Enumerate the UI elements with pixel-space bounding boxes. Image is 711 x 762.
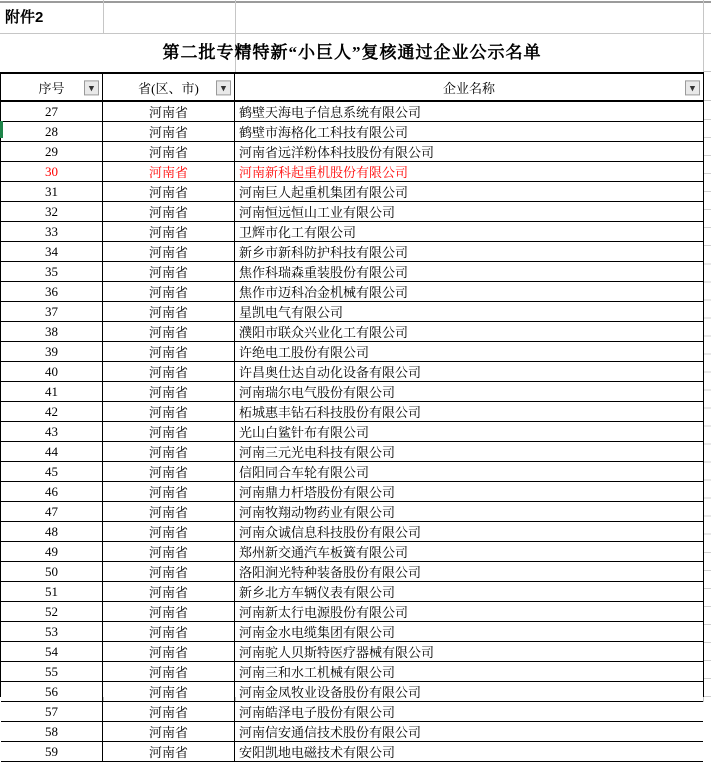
table-row [1, 422, 703, 442]
cell-province[interactable]: 河南省 [103, 322, 235, 341]
cell-province[interactable]: 河南省 [103, 202, 235, 221]
table-header-row [0, 72, 704, 102]
cell-province[interactable]: 河南省 [103, 622, 235, 641]
gridline-stub [703, 71, 711, 72]
cell-province[interactable]: 河南省 [103, 702, 235, 721]
cell-no[interactable]: 27 [1, 102, 103, 121]
cell-company[interactable]: 河南金水电缆集团有限公司 [239, 625, 396, 640]
table-row [1, 402, 703, 422]
cell-no[interactable]: 39 [1, 342, 103, 361]
table-row [1, 102, 703, 122]
cell-company[interactable]: 濮阳市联众兴业化工有限公司 [239, 325, 409, 340]
attachment-label-cell[interactable]: 附件2 [5, 9, 44, 26]
table-row [1, 342, 703, 362]
table-row [1, 522, 703, 542]
cell-no[interactable]: 52 [1, 602, 103, 621]
cell-province[interactable]: 河南省 [103, 142, 235, 161]
cell-no[interactable]: 59 [1, 742, 103, 761]
chevron-down-icon: ▼ [689, 83, 696, 92]
cell-no[interactable]: 56 [1, 682, 103, 701]
cell-company[interactable]: 河南新太行电源股份有限公司 [239, 605, 409, 620]
table-row [1, 682, 703, 702]
cell-province[interactable]: 河南省 [103, 282, 235, 301]
cell-province[interactable]: 河南省 [103, 722, 235, 741]
table-row [1, 202, 703, 222]
table-row [1, 262, 703, 282]
cell-no[interactable]: 42 [1, 402, 103, 421]
cell-province[interactable]: 河南省 [103, 222, 235, 241]
chevron-down-icon: ▼ [88, 83, 95, 92]
cell-no[interactable]: 53 [1, 622, 103, 641]
table-row [1, 502, 703, 522]
cell-province[interactable]: 河南省 [103, 302, 235, 321]
cell-company[interactable]: 河南皓泽电子股份有限公司 [239, 705, 396, 720]
cell-company[interactable]: 河南新科起重机股份有限公司 [239, 165, 409, 180]
cell-no[interactable]: 37 [1, 302, 103, 321]
cell-no[interactable]: 47 [1, 502, 103, 521]
header-cell-province[interactable] [103, 74, 235, 100]
table-row [1, 662, 703, 682]
cell-company[interactable]: 河南瑞尔电气股份有限公司 [239, 385, 396, 400]
header-label-province: 省(区、市) [138, 80, 199, 96]
cell-no[interactable]: 38 [1, 322, 103, 341]
cell-no[interactable]: 54 [1, 642, 103, 661]
cell-no[interactable]: 32 [1, 202, 103, 221]
cell-province[interactable]: 河南省 [103, 662, 235, 681]
cell-province[interactable]: 河南省 [103, 402, 235, 421]
table-row [1, 622, 703, 642]
table-row [1, 742, 703, 762]
cell-no[interactable]: 30 [1, 162, 103, 181]
table-row [1, 602, 703, 622]
header-label-no: 序号 [38, 80, 65, 96]
cell-province[interactable]: 河南省 [103, 462, 235, 481]
row-gridline-ticks [703, 102, 711, 697]
table-row [1, 722, 703, 742]
cell-province[interactable]: 河南省 [103, 422, 235, 441]
table-row [1, 242, 703, 262]
table-row [1, 642, 703, 662]
cell-province[interactable]: 河南省 [103, 122, 235, 141]
cell-company[interactable]: 河南信安通信技术股份有限公司 [239, 725, 422, 740]
cell-no[interactable]: 34 [1, 242, 103, 261]
cell-company[interactable]: 河南众诚信息科技股份有限公司 [239, 525, 422, 540]
table-row [1, 162, 703, 182]
sheet-title[interactable]: 第二批专精特新“小巨人”复核通过企业公示名单 [162, 43, 542, 62]
cell-no[interactable]: 31 [1, 182, 103, 201]
cell-company[interactable]: 河南三和水工机械有限公司 [239, 665, 396, 680]
cell-company[interactable]: 河南恒远恒山工业有限公司 [239, 205, 396, 220]
cell-company[interactable]: 信阳同合车轮有限公司 [239, 465, 370, 480]
cell-province[interactable]: 河南省 [103, 582, 235, 601]
cell-no[interactable]: 35 [1, 262, 103, 281]
cell-no[interactable]: 46 [1, 482, 103, 501]
cell-no[interactable]: 33 [1, 222, 103, 241]
table-row [1, 282, 703, 302]
cell-no[interactable]: 28 [1, 122, 103, 141]
cell-no[interactable]: 45 [1, 462, 103, 481]
cell-province[interactable]: 河南省 [103, 642, 235, 661]
cell-company[interactable]: 鹤壁天海电子信息系统有限公司 [239, 105, 422, 120]
cell-company[interactable]: 光山白鲨针布有限公司 [239, 425, 370, 440]
table-row [1, 382, 703, 402]
cell-company[interactable]: 新乡北方车辆仪表有限公司 [239, 585, 396, 600]
cell-province[interactable]: 河南省 [103, 742, 235, 761]
cell-no[interactable]: 50 [1, 562, 103, 581]
cell-company[interactable]: 柘城惠丰钻石科技股份有限公司 [239, 405, 422, 420]
cell-company[interactable]: 卫辉市化工有限公司 [239, 225, 357, 240]
cell-company[interactable]: 鹤壁市海格化工科技有限公司 [239, 125, 409, 140]
cell-province[interactable]: 河南省 [103, 522, 235, 541]
cell-no[interactable]: 49 [1, 542, 103, 561]
cell-company[interactable]: 焦作市迈科冶金机械有限公司 [239, 285, 409, 300]
chevron-down-icon: ▼ [220, 83, 227, 92]
cell-no[interactable]: 40 [1, 362, 103, 381]
cell-company[interactable]: 许绝电工股份有限公司 [239, 345, 370, 360]
cell-province[interactable]: 河南省 [103, 102, 235, 121]
cell-no[interactable]: 51 [1, 582, 103, 601]
cell-company[interactable]: 河南鼎力杆塔股份有限公司 [239, 485, 396, 500]
cell-no[interactable]: 41 [1, 382, 103, 401]
cell-company[interactable]: 星凯电气有限公司 [239, 305, 344, 320]
cell-province[interactable]: 河南省 [103, 502, 235, 521]
table-row [1, 322, 703, 342]
table-row [1, 442, 703, 462]
cell-company[interactable]: 河南省远洋粉体科技股份有限公司 [239, 145, 435, 160]
filter-dropdown-button[interactable] [685, 80, 700, 95]
cell-province[interactable]: 河南省 [103, 482, 235, 501]
header-cell-company[interactable] [235, 74, 703, 100]
table-row [1, 302, 703, 322]
cell-company[interactable]: 新乡市新科防护科技有限公司 [239, 245, 409, 260]
cell-province[interactable]: 河南省 [103, 542, 235, 561]
cell-company[interactable]: 河南驼人贝斯特医疗器械有限公司 [239, 645, 435, 660]
cell-company[interactable]: 焦作科瑞森重装股份有限公司 [239, 265, 409, 280]
cell-no[interactable]: 44 [1, 442, 103, 461]
table-row [1, 122, 703, 142]
cell-province[interactable]: 河南省 [103, 182, 235, 201]
table-row [1, 702, 703, 722]
cell-province[interactable]: 河南省 [103, 442, 235, 461]
table-row [1, 482, 703, 502]
header-label-company: 企业名称 [442, 80, 495, 96]
cell-no[interactable]: 36 [1, 282, 103, 301]
gridline-stub [703, 697, 704, 702]
cell-no[interactable]: 43 [1, 422, 103, 441]
cell-no[interactable]: 58 [1, 722, 103, 741]
table-row [1, 362, 703, 382]
table-row [1, 142, 703, 162]
cell-no[interactable]: 48 [1, 522, 103, 541]
table-row [1, 582, 703, 602]
cell-company[interactable]: 河南巨人起重机集团有限公司 [239, 185, 409, 200]
cell-no[interactable]: 57 [1, 702, 103, 721]
cell-no[interactable]: 29 [1, 142, 103, 161]
cell-no[interactable]: 55 [1, 662, 103, 681]
cell-company[interactable]: 安阳凯地电磁技术有限公司 [239, 745, 396, 760]
cell-province[interactable]: 河南省 [103, 342, 235, 361]
gridline-stub [703, 100, 711, 101]
cell-company[interactable]: 河南金凤牧业设备股份有限公司 [239, 685, 422, 700]
cell-company[interactable]: 河南牧翔动物药业有限公司 [239, 505, 396, 520]
table-body [0, 102, 704, 760]
row-edge-marker [0, 121, 3, 138]
cell-company[interactable]: 郑州新交通汽车板簧有限公司 [239, 545, 409, 560]
table-row [1, 222, 703, 242]
cell-province[interactable]: 河南省 [103, 262, 235, 281]
table-row [1, 542, 703, 562]
cell-province[interactable]: 河南省 [103, 562, 235, 581]
cell-company[interactable]: 河南三元光电科技有限公司 [239, 445, 396, 460]
header-cell-no[interactable] [1, 74, 103, 100]
cell-province[interactable]: 河南省 [103, 382, 235, 401]
filter-dropdown-button[interactable] [84, 80, 99, 95]
table-row [1, 462, 703, 482]
table-row [1, 182, 703, 202]
cell-province[interactable]: 河南省 [103, 242, 235, 261]
cell-province[interactable]: 河南省 [103, 602, 235, 621]
table-row [1, 562, 703, 582]
cell-company[interactable]: 洛阳涧光特种装备股份有限公司 [239, 565, 422, 580]
cell-company[interactable]: 许昌奥仕达自动化设备有限公司 [239, 365, 422, 380]
cell-province[interactable]: 河南省 [103, 162, 235, 181]
cell-province[interactable]: 河南省 [103, 362, 235, 381]
filter-dropdown-button[interactable] [216, 80, 231, 95]
cell-province[interactable]: 河南省 [103, 682, 235, 701]
